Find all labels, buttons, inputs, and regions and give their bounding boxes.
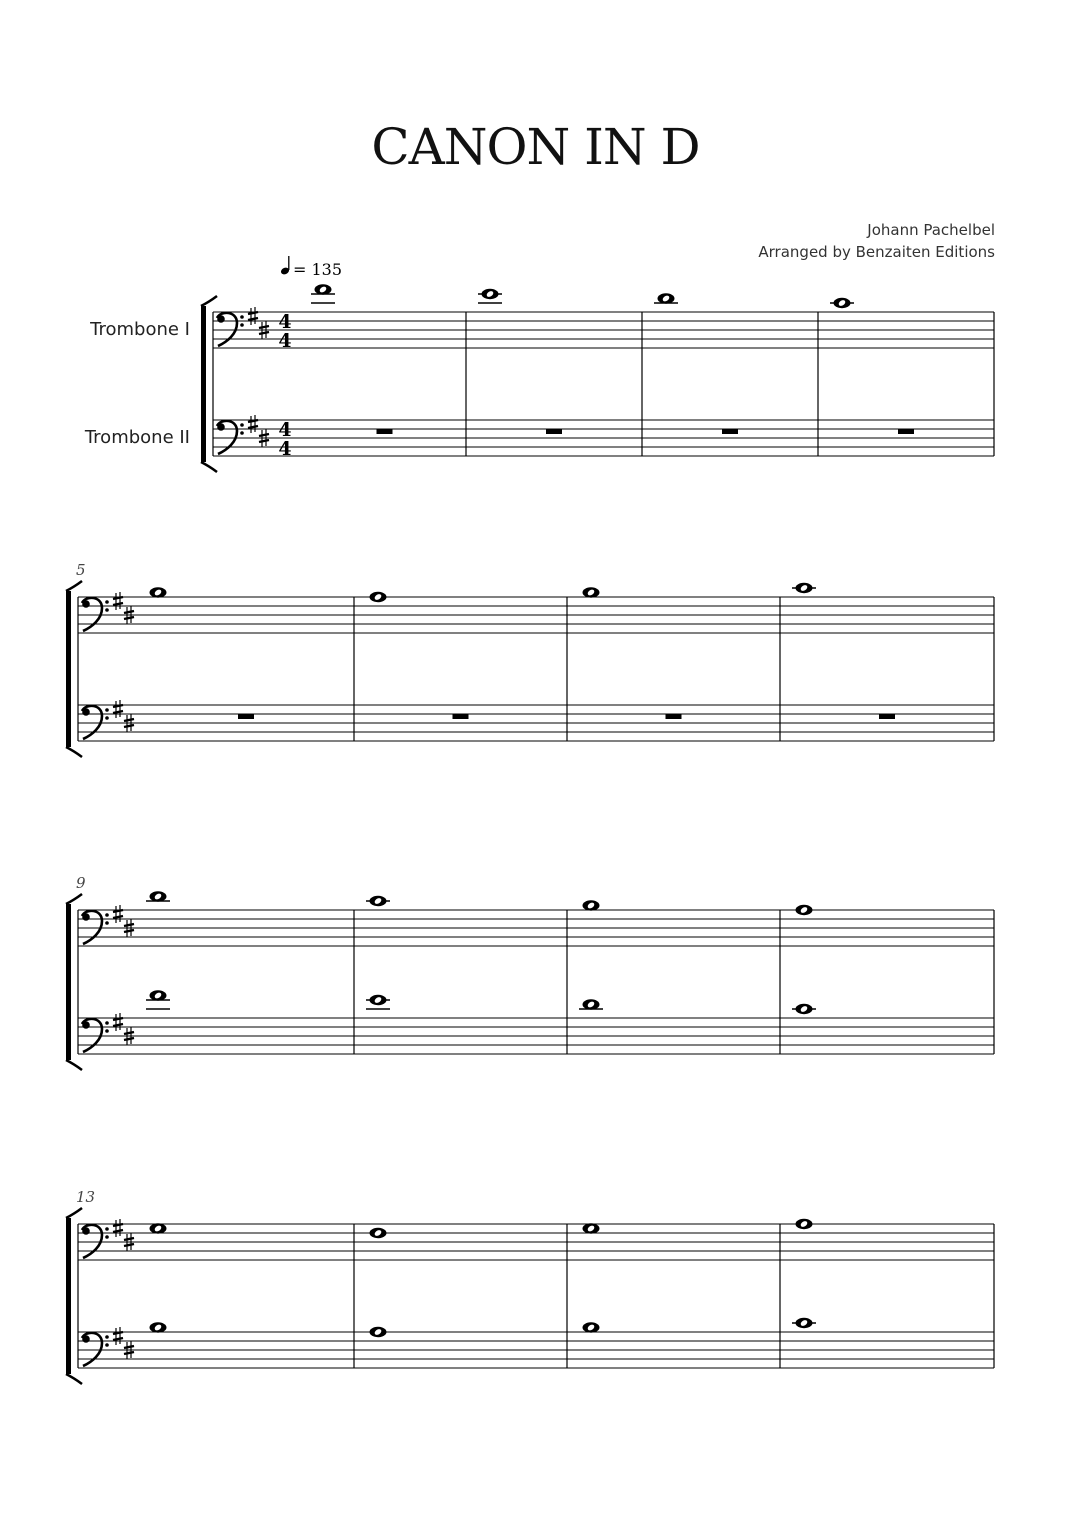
- whole-rest: [898, 429, 914, 434]
- whole-rest: [722, 429, 738, 434]
- sharp-bar: [248, 426, 258, 428]
- time-signature-denominator: 4: [278, 438, 292, 460]
- bass-clef-dot: [240, 423, 244, 427]
- sharp-bar: [124, 719, 134, 721]
- whole-rest: [666, 714, 682, 719]
- system-bracket: [66, 591, 71, 747]
- sharp-sign: [113, 1327, 123, 1345]
- whole-note: [583, 999, 600, 1009]
- whole-note: [150, 990, 167, 1000]
- sharp-bar: [124, 1352, 134, 1354]
- bracket-hook: [66, 747, 82, 757]
- bracket-hook: [66, 581, 82, 591]
- whole-note: [482, 289, 499, 299]
- bass-clef-dot: [105, 1343, 109, 1347]
- bass-clef-dot: [240, 315, 244, 319]
- bass-clef-dot: [105, 1029, 109, 1033]
- sharp-bar: [124, 1244, 134, 1246]
- whole-rest: [377, 429, 393, 434]
- measure-number: 5: [76, 561, 86, 579]
- sharp-bar: [248, 318, 258, 320]
- sharp-bar: [124, 611, 134, 613]
- sharp-bar: [124, 1038, 134, 1040]
- bass-clef-dot: [105, 1335, 109, 1339]
- sharp-bar: [113, 916, 123, 918]
- bass-clef-dot: [105, 708, 109, 712]
- whole-note: [370, 1228, 387, 1238]
- system-bracket: [66, 1218, 71, 1374]
- sharp-bar: [124, 924, 134, 926]
- bass-clef: [82, 598, 109, 631]
- bass-clef: [82, 1333, 109, 1366]
- whole-note: [583, 900, 600, 910]
- bass-clef-dot: [105, 1235, 109, 1239]
- bracket-hook: [201, 296, 217, 306]
- sharp-bar: [259, 332, 269, 334]
- bass-clef-dot: [240, 431, 244, 435]
- whole-note: [150, 587, 167, 597]
- sharp-bar: [113, 1230, 123, 1232]
- bass-clef-dot: [82, 1227, 90, 1235]
- sharp-bar: [259, 440, 269, 442]
- bracket-hook: [66, 1374, 82, 1384]
- sharp-bar: [124, 1346, 134, 1348]
- whole-note: [150, 891, 167, 901]
- bass-clef-dot: [105, 716, 109, 720]
- time-signature-numerator: 4: [278, 311, 292, 333]
- bass-clef: [82, 1225, 109, 1258]
- bass-clef: [217, 313, 244, 346]
- system-bracket: [201, 306, 206, 462]
- whole-note: [370, 896, 387, 906]
- sharp-sign: [113, 700, 123, 718]
- whole-note: [796, 1004, 813, 1014]
- whole-rest: [453, 714, 469, 719]
- sharp-bar: [124, 1032, 134, 1034]
- bass-clef-dot: [105, 921, 109, 925]
- measure-number: 13: [76, 1188, 96, 1206]
- whole-note: [150, 1322, 167, 1332]
- composer-credit: Johann Pachelbel: [867, 221, 995, 239]
- bass-clef-dot: [105, 1227, 109, 1231]
- whole-note: [583, 1223, 600, 1233]
- instrument-label-trombone-2: Trombone II: [84, 427, 190, 448]
- whole-note: [796, 583, 813, 593]
- bass-clef: [82, 1019, 109, 1052]
- whole-note: [658, 293, 675, 303]
- bass-clef-dot: [105, 600, 109, 604]
- time-signature-numerator: 4: [278, 419, 292, 441]
- sharp-sign: [113, 1013, 123, 1031]
- whole-note: [583, 587, 600, 597]
- whole-rest: [879, 714, 895, 719]
- system-bracket: [66, 904, 71, 1060]
- bracket-hook: [66, 894, 82, 904]
- sharp-sign: [113, 1219, 123, 1237]
- sharp-bar: [259, 434, 269, 436]
- whole-note: [370, 1327, 387, 1337]
- whole-note: [796, 1219, 813, 1229]
- bass-clef-dot: [105, 913, 109, 917]
- bass-clef-dot: [82, 600, 90, 608]
- sharp-bar: [124, 617, 134, 619]
- sharp-bar: [259, 326, 269, 328]
- page-title: CANON IN D: [371, 118, 700, 176]
- bass-clef-dot: [82, 1335, 90, 1343]
- whole-note: [583, 1322, 600, 1332]
- bracket-hook: [201, 462, 217, 472]
- bass-clef-dot: [82, 708, 90, 716]
- bass-clef-dot: [82, 1021, 90, 1029]
- whole-rest: [238, 714, 254, 719]
- sharp-bar: [124, 725, 134, 727]
- arranger-credit: Arranged by Benzaiten Editions: [758, 243, 995, 261]
- sharp-sign: [113, 592, 123, 610]
- sharp-bar: [124, 930, 134, 932]
- sharp-bar: [113, 1338, 123, 1340]
- sharp-bar: [113, 1024, 123, 1026]
- whole-note: [796, 1318, 813, 1328]
- bass-clef-dot: [105, 608, 109, 612]
- whole-note: [370, 592, 387, 602]
- bass-clef-dot: [240, 323, 244, 327]
- time-signature-denominator: 4: [278, 330, 292, 352]
- bass-clef-dot: [82, 913, 90, 921]
- sharp-sign: [113, 905, 123, 923]
- bass-clef: [217, 421, 244, 454]
- sharp-sign: [248, 307, 258, 325]
- measure-number: 9: [76, 874, 86, 892]
- sharp-bar: [124, 1238, 134, 1240]
- whole-note: [834, 298, 851, 308]
- whole-note: [796, 905, 813, 915]
- bass-clef-dot: [105, 1021, 109, 1025]
- sharp-bar: [113, 711, 123, 713]
- instrument-label-trombone-1: Trombone I: [90, 319, 190, 340]
- whole-note: [370, 995, 387, 1005]
- whole-note: [315, 284, 332, 294]
- bass-clef-dot: [217, 315, 225, 323]
- tempo-value: = 135: [293, 260, 343, 279]
- bracket-hook: [66, 1060, 82, 1070]
- tempo-marking: [280, 256, 342, 279]
- bracket-hook: [66, 1208, 82, 1218]
- sharp-bar: [113, 603, 123, 605]
- bass-clef: [82, 706, 109, 739]
- bass-clef: [82, 911, 109, 944]
- whole-note: [150, 1223, 167, 1233]
- sharp-sign: [248, 415, 258, 433]
- bass-clef-dot: [217, 423, 225, 431]
- whole-rest: [546, 429, 562, 434]
